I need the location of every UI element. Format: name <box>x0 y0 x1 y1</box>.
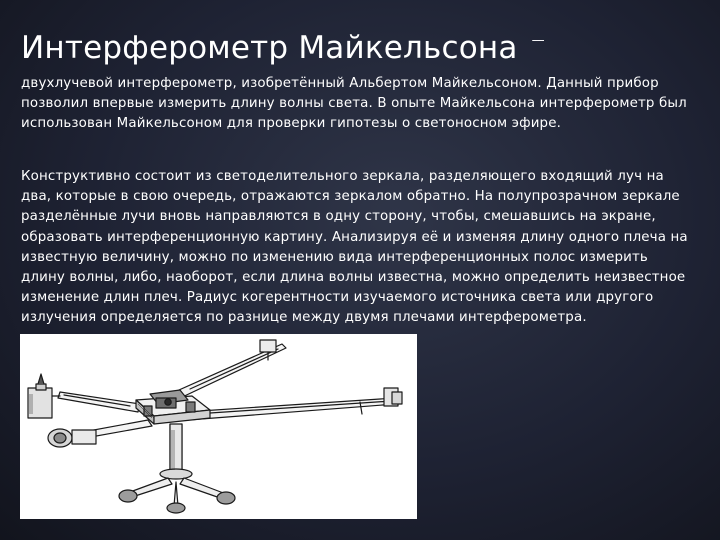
slide-title: Интерферометр Майкельсона <box>21 30 518 66</box>
intro-paragraph: двухлучевой интерферометр, изобретённый Альбертом Майкельсоном. Данный прибор позволил впервые измерить длину волны света. В опыте Майкельсона интерферометр был использован Майкельсоном для проверки гипотезы о светоносном эфире. <box>21 76 687 132</box>
title-line <box>21 30 701 66</box>
interferometer-drawing <box>20 334 417 519</box>
construction-paragraph: Конструктивно состоит из светоделительного зеркала, разделяющего входящий луч на два, которые в свою очередь, отражаются зеркалом обратно. На полупрозрачном зеркале разделённые лучи вновь направляются в одну сторону, чтобы, смешавшись на экране, образовать интерференционную картину. Анализируя её и изменяя длину одного плеча на известную величину, можно по изменению вида интерференционных полос измерить длину волны, либо, наоборот, если длина волны известна, можно определить неизвестное изменение длин плеч. Радиус когерентности изучаемого источника света или другого излучения определяется по разнице между двумя плечами интерферометра. <box>21 169 688 326</box>
interferometer-illustration <box>20 334 417 519</box>
title-dash: — <box>531 33 545 48</box>
